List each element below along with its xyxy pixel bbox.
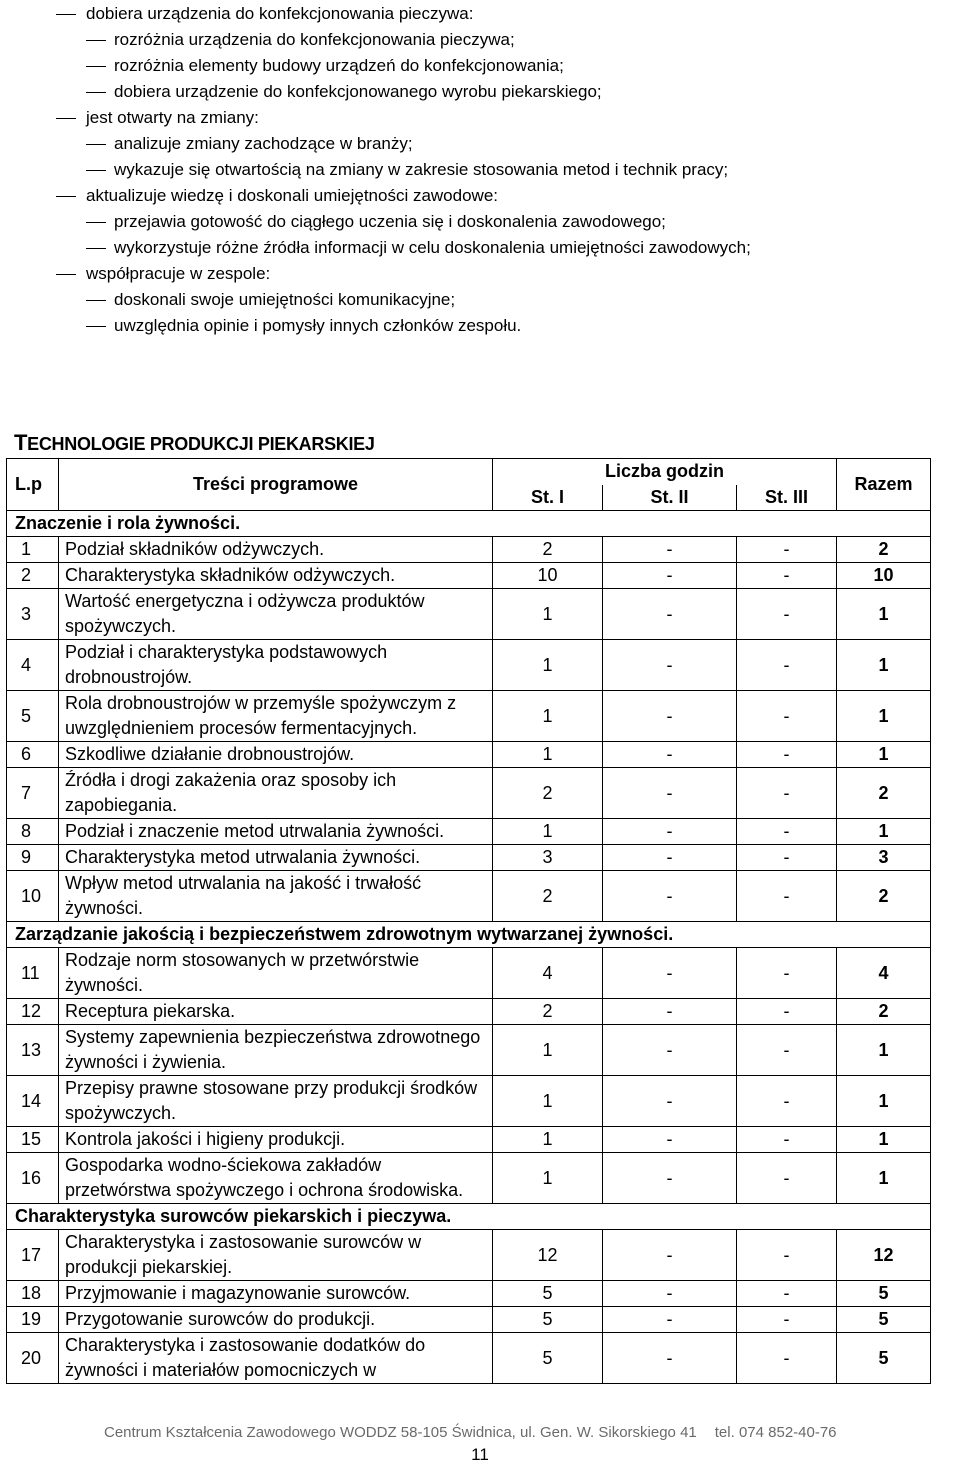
row-st1-hours: 3 [493, 845, 603, 871]
row-content: Kontrola jakości i higieny produkcji. [59, 1127, 493, 1153]
row-content: Receptura piekarska. [59, 999, 493, 1025]
row-st2-hours: - [603, 819, 737, 845]
dash-bullet-icon [86, 222, 106, 223]
header-st2: St. II [603, 485, 737, 511]
row-total-hours: 1 [837, 691, 931, 742]
row-total-hours: 1 [837, 589, 931, 640]
row-st3-hours: - [737, 691, 837, 742]
list-item-text: wykorzystuje różne źródła informacji w celu doskonalenia umiejętności zawodowych; [114, 238, 751, 257]
curriculum-table [6, 458, 931, 1384]
row-total-hours: 1 [837, 1025, 931, 1076]
row-st1-hours: 5 [493, 1307, 603, 1333]
row-st3-hours: - [737, 1230, 837, 1281]
row-st1-hours: 1 [493, 819, 603, 845]
dash-bullet-icon [56, 196, 76, 197]
table-row [7, 1307, 931, 1333]
row-st1-hours: 1 [493, 742, 603, 768]
table-row [7, 948, 931, 999]
list-item-text: współpracuje w zespole: [86, 264, 271, 283]
table-row [7, 1230, 931, 1281]
table-row [7, 768, 931, 819]
header-total: Razem [837, 459, 931, 511]
table-section-row [7, 922, 931, 948]
row-content: Charakterystyka i zastosowanie dodatków do żywności i materiałów pomocniczych w [59, 1333, 493, 1384]
dash-bullet-icon [86, 326, 106, 327]
row-content: Charakterystyka i zastosowanie surowców w produkcji piekarskiej. [59, 1230, 493, 1281]
row-st3-hours: - [737, 537, 837, 563]
row-lp: 8 [7, 819, 59, 845]
row-st2-hours: - [603, 1127, 737, 1153]
row-content: Charakterystyka metod utrwalania żywności. [59, 845, 493, 871]
list-item-text: analizuje zmiany zachodzące w branży; [114, 134, 413, 153]
row-st2-hours: - [603, 1281, 737, 1307]
footer-address: Centrum Kształcenia Zawodowego WODDZ 58-105 Świdnica, ul. Gen. W. Sikorskiego 41 [104, 1424, 697, 1441]
row-total-hours: 10 [837, 563, 931, 589]
row-st2-hours: - [603, 871, 737, 922]
row-st3-hours: - [737, 999, 837, 1025]
row-content: Wpływ metod utrwalania na jakość i trwałość żywności. [59, 871, 493, 922]
row-st3-hours: - [737, 1127, 837, 1153]
row-st2-hours: - [603, 691, 737, 742]
row-st1-hours: 1 [493, 589, 603, 640]
row-total-hours: 5 [837, 1281, 931, 1307]
row-st2-hours: - [603, 537, 737, 563]
row-content: Rodzaje norm stosowanych w przetwórstwie żywności. [59, 948, 493, 999]
row-lp: 11 [7, 948, 59, 999]
row-content: Rola drobnoustrojów w przemyśle spożywczym z uwzględnieniem procesów fermentacyjnych. [59, 691, 493, 742]
row-st3-hours: - [737, 1076, 837, 1127]
row-st2-hours: - [603, 1076, 737, 1127]
row-lp: 10 [7, 871, 59, 922]
row-total-hours: 1 [837, 742, 931, 768]
row-lp: 16 [7, 1153, 59, 1204]
row-lp: 3 [7, 589, 59, 640]
row-lp: 4 [7, 640, 59, 691]
row-st1-hours: 2 [493, 768, 603, 819]
row-st2-hours: - [603, 1307, 737, 1333]
row-st1-hours: 1 [493, 1127, 603, 1153]
row-st1-hours: 2 [493, 871, 603, 922]
row-total-hours: 4 [837, 948, 931, 999]
row-st1-hours: 1 [493, 1076, 603, 1127]
row-total-hours: 1 [837, 1076, 931, 1127]
row-content: Systemy zapewnienia bezpieczeństwa zdrowotnego żywności i żywienia. [59, 1025, 493, 1076]
row-content: Gospodarka wodno-ściekowa zakładów przetwórstwa spożywczego i ochrona środowiska. [59, 1153, 493, 1204]
section-heading: Charakterystyka surowców piekarskich i pieczywa. [7, 1204, 931, 1230]
row-total-hours: 1 [837, 1153, 931, 1204]
row-content: Charakterystyka składników odżywczych. [59, 563, 493, 589]
list-item-text: doskonali swoje umiejętności komunikacyjne; [114, 290, 456, 309]
table-row [7, 563, 931, 589]
section-heading: Znaczenie i rola żywności. [7, 511, 931, 537]
table-row [7, 640, 931, 691]
table-row [7, 1025, 931, 1076]
page-number: 11 [471, 1445, 489, 1464]
section-title-rest: ECHNOLOGIE PRODUKCJI PIEKARSKIEJ [27, 434, 375, 454]
section-heading: Zarządzanie jakością i bezpieczeństwem zdrowotnym wytwarzanej żywności. [7, 922, 931, 948]
row-st3-hours: - [737, 1281, 837, 1307]
header-hours: Liczba godzin [493, 459, 837, 485]
table-row [7, 845, 931, 871]
dash-bullet-icon [56, 118, 76, 119]
row-lp: 17 [7, 1230, 59, 1281]
row-lp: 6 [7, 742, 59, 768]
row-content: Przepisy prawne stosowane przy produkcji środków spożywczych. [59, 1076, 493, 1127]
table-row [7, 1127, 931, 1153]
row-st1-hours: 1 [493, 691, 603, 742]
row-st2-hours: - [603, 640, 737, 691]
row-st3-hours: - [737, 871, 837, 922]
row-lp: 9 [7, 845, 59, 871]
row-lp: 12 [7, 999, 59, 1025]
row-st2-hours: - [603, 563, 737, 589]
header-lp: L.p [7, 459, 59, 511]
row-st2-hours: - [603, 1025, 737, 1076]
row-total-hours: 2 [837, 999, 931, 1025]
row-content: Przyjmowanie i magazynowanie surowców. [59, 1281, 493, 1307]
row-st3-hours: - [737, 819, 837, 845]
row-st2-hours: - [603, 845, 737, 871]
row-st3-hours: - [737, 563, 837, 589]
row-st1-hours: 2 [493, 999, 603, 1025]
list-item-text: jest otwarty na zmiany: [86, 108, 259, 127]
dash-bullet-icon [86, 170, 106, 171]
row-total-hours: 3 [837, 845, 931, 871]
row-content: Podział i charakterystyka podstawowych drobnoustrojów. [59, 640, 493, 691]
row-st3-hours: - [737, 742, 837, 768]
table-row [7, 819, 931, 845]
row-lp: 15 [7, 1127, 59, 1153]
table-section-row [7, 1204, 931, 1230]
dash-bullet-icon [86, 300, 106, 301]
row-st1-hours: 1 [493, 1025, 603, 1076]
table-row [7, 1281, 931, 1307]
row-st3-hours: - [737, 768, 837, 819]
table-row [7, 1153, 931, 1204]
row-total-hours: 2 [837, 871, 931, 922]
list-item-text: rozróżnia urządzenia do konfekcjonowania pieczywa; [114, 30, 515, 49]
list-item-text: przejawia gotowość do ciągłego uczenia się i doskonalenia zawodowego; [114, 212, 666, 231]
table-row [7, 589, 931, 640]
row-content: Podział składników odżywczych. [59, 537, 493, 563]
footer-phone: tel. 074 852-40-76 [714, 1424, 837, 1441]
row-total-hours: 12 [837, 1230, 931, 1281]
row-content: Źródła i drogi zakażenia oraz sposoby ich zapobiegania. [59, 768, 493, 819]
dash-bullet-icon [86, 248, 106, 249]
row-st1-hours: 1 [493, 640, 603, 691]
dash-bullet-icon [86, 66, 106, 67]
row-lp: 1 [7, 537, 59, 563]
row-st2-hours: - [603, 589, 737, 640]
row-total-hours: 5 [837, 1307, 931, 1333]
row-st1-hours: 1 [493, 1153, 603, 1204]
row-st3-hours: - [737, 640, 837, 691]
row-content: Podział i znaczenie metod utrwalania żywności. [59, 819, 493, 845]
row-total-hours: 1 [837, 819, 931, 845]
row-st2-hours: - [603, 742, 737, 768]
row-st3-hours: - [737, 1153, 837, 1204]
row-st1-hours: 10 [493, 563, 603, 589]
row-st1-hours: 2 [493, 537, 603, 563]
list-item-text: aktualizuje wiedzę i doskonali umiejętności zawodowe: [86, 186, 499, 205]
table-row [7, 999, 931, 1025]
table-row [7, 537, 931, 563]
dash-bullet-icon [86, 40, 106, 41]
row-st3-hours: - [737, 948, 837, 999]
row-st1-hours: 5 [493, 1333, 603, 1384]
row-lp: 19 [7, 1307, 59, 1333]
dash-bullet-icon [86, 144, 106, 145]
row-st3-hours: - [737, 1025, 837, 1076]
header-st3: St. III [737, 485, 837, 511]
table-row [7, 1076, 931, 1127]
row-st2-hours: - [603, 1153, 737, 1204]
dash-bullet-icon [56, 274, 76, 275]
row-st2-hours: - [603, 768, 737, 819]
table-row [7, 691, 931, 742]
row-st2-hours: - [603, 1333, 737, 1384]
footer [104, 1424, 837, 1441]
table-section-row [7, 511, 931, 537]
table-row [7, 1333, 931, 1384]
list-item-text: dobiera urządzenia do konfekcjonowania pieczywa: [86, 4, 474, 23]
table-row [7, 742, 931, 768]
row-st2-hours: - [603, 1230, 737, 1281]
header-st1: St. I [493, 485, 603, 511]
row-st3-hours: - [737, 845, 837, 871]
dash-bullet-icon [56, 14, 76, 15]
list-item-text: wykazuje się otwartością na zmiany w zakresie stosowania metod i technik pracy; [114, 160, 729, 179]
row-total-hours: 2 [837, 537, 931, 563]
row-content: Szkodliwe działanie drobnoustrojów. [59, 742, 493, 768]
row-total-hours: 5 [837, 1333, 931, 1384]
row-lp: 14 [7, 1076, 59, 1127]
row-lp: 20 [7, 1333, 59, 1384]
section-title-initial: T [14, 430, 28, 455]
row-lp: 2 [7, 563, 59, 589]
row-st2-hours: - [603, 948, 737, 999]
row-lp: 13 [7, 1025, 59, 1076]
row-lp: 5 [7, 691, 59, 742]
row-st2-hours: - [603, 999, 737, 1025]
header-content: Treści programowe [59, 459, 493, 511]
row-st1-hours: 4 [493, 948, 603, 999]
row-lp: 7 [7, 768, 59, 819]
table-row [7, 871, 931, 922]
row-total-hours: 1 [837, 1127, 931, 1153]
list-item-text: rozróżnia elementy budowy urządzeń do konfekcjonowania; [114, 56, 564, 75]
row-st1-hours: 12 [493, 1230, 603, 1281]
row-content: Przygotowanie surowców do produkcji. [59, 1307, 493, 1333]
row-st3-hours: - [737, 589, 837, 640]
row-lp: 18 [7, 1281, 59, 1307]
list-item-text: dobiera urządzenie do konfekcjonowanego wyrobu piekarskiego; [114, 82, 602, 101]
row-st3-hours: - [737, 1333, 837, 1384]
row-st1-hours: 5 [493, 1281, 603, 1307]
list-item-text: uwzględnia opinie i pomysły innych członków zespołu. [114, 316, 522, 335]
dash-bullet-icon [86, 92, 106, 93]
row-total-hours: 1 [837, 640, 931, 691]
row-total-hours: 2 [837, 768, 931, 819]
row-st3-hours: - [737, 1307, 837, 1333]
section-title [14, 430, 375, 456]
row-content: Wartość energetyczna i odżywcza produktów spożywczych. [59, 589, 493, 640]
